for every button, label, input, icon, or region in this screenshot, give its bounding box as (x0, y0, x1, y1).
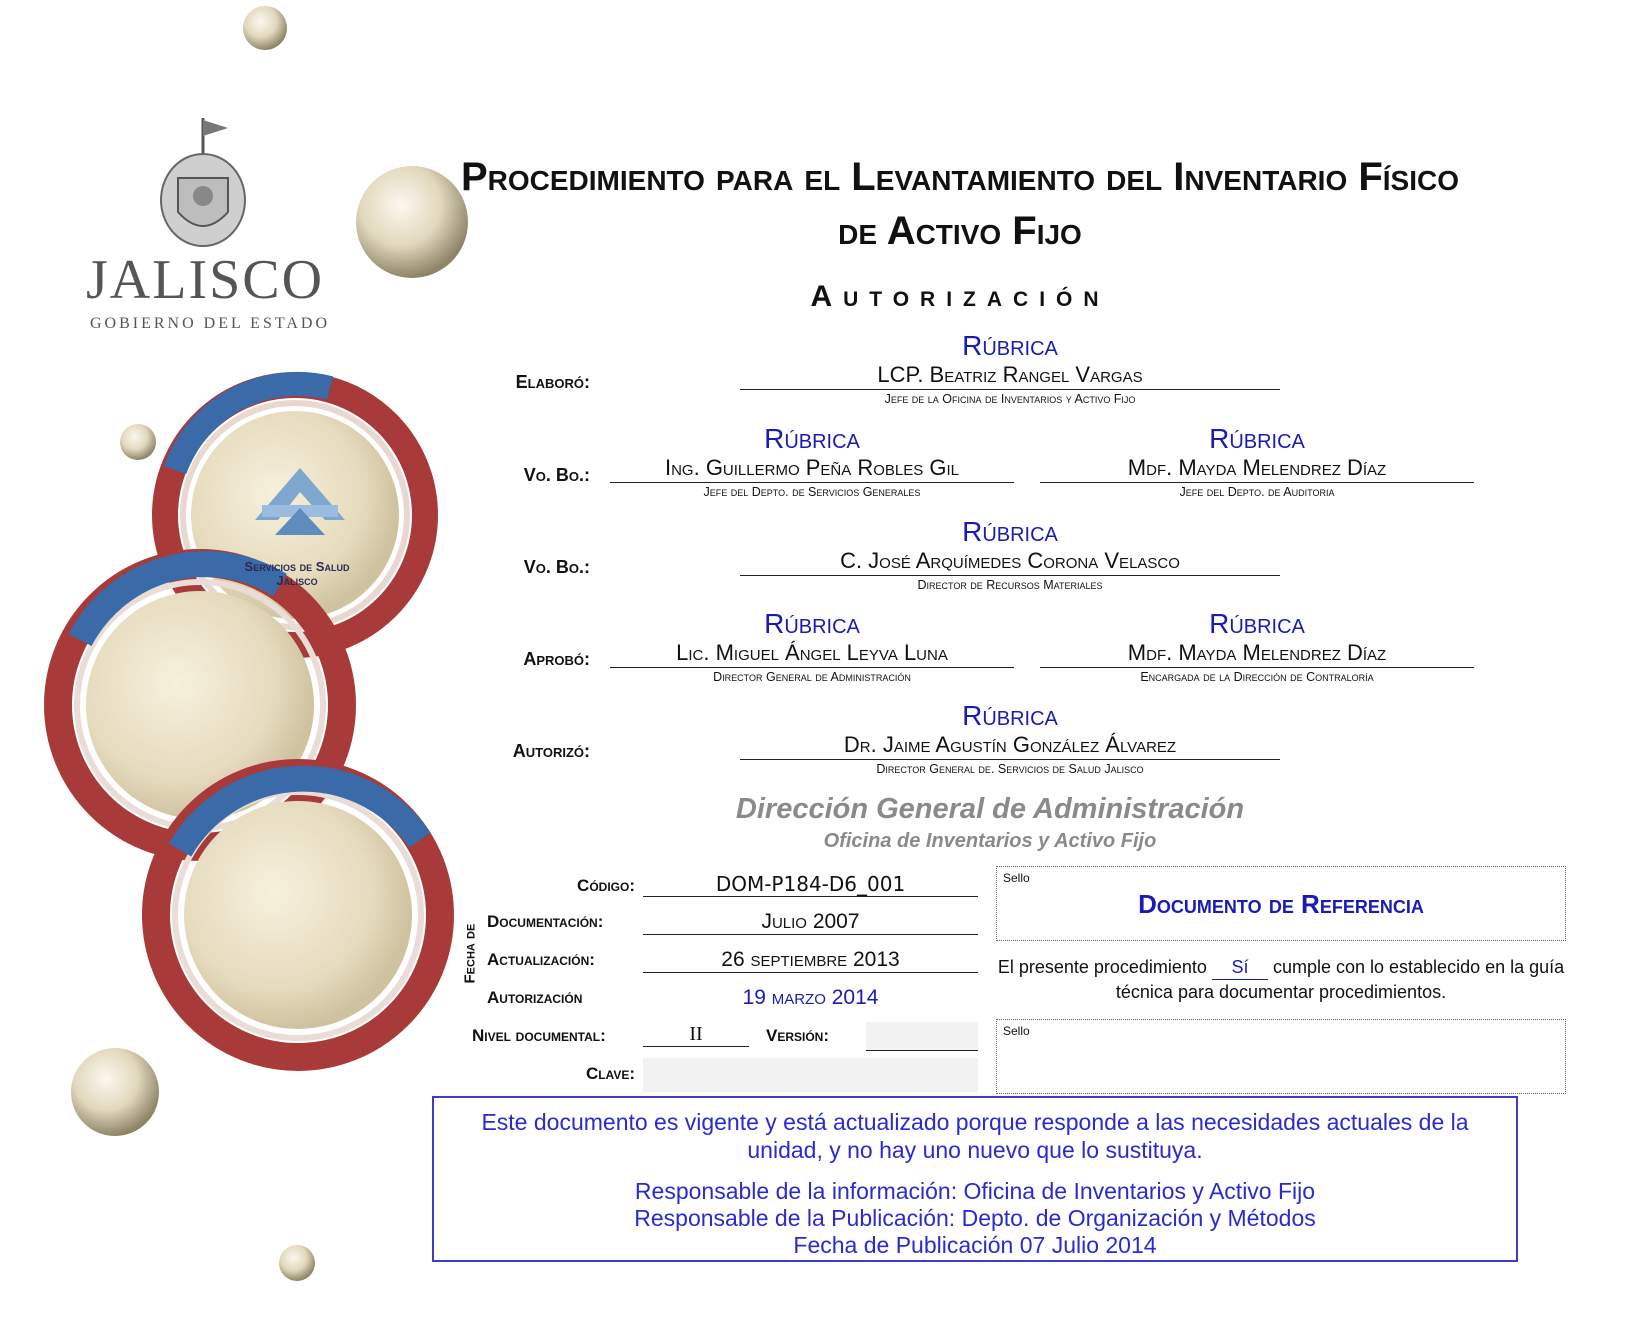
actualizacion-label: Actualización: (487, 950, 595, 969)
signer-role: Jefe de la Oficina de Inventarios y Activo Fijo (884, 392, 1136, 406)
codigo-value: DOM-P184-D6_001 (643, 872, 978, 897)
rubrica: Rúbrica (1209, 608, 1305, 639)
signer-role: Jefe del Depto. de Servicios Generales (703, 485, 921, 499)
pearl-circle (71, 1048, 159, 1136)
version-value (866, 1022, 978, 1051)
clave-value (643, 1058, 978, 1092)
rubrica: Rúbrica (764, 423, 860, 454)
signer-name: LCP. Beatriz Rangel Vargas (740, 362, 1280, 390)
elaboro-signature (740, 330, 1280, 406)
sello-label: Sello (1003, 871, 1030, 885)
compliance-prefix: El presente procedimiento (997, 957, 1207, 977)
signer-name: Lic. Miguel Ángel Leyva Luna (610, 640, 1014, 668)
ring-bottom (156, 773, 440, 1057)
vobo1-right-signature (1040, 423, 1474, 499)
compliance-value: Sí (1212, 955, 1268, 980)
rubrica: Rúbrica (962, 330, 1058, 361)
notice-validity: Este documento es vigente y está actualizado porque responde a las necesidades actuales de la unidad, y no hay uno nuevo que lo sustituya. (481, 1109, 1469, 1163)
sello-box-reference (996, 866, 1566, 941)
ssj-logo-line2: Jalisco (276, 573, 318, 588)
pearl-circle (243, 6, 287, 50)
documentacion-value: Julio 2007 (643, 910, 978, 935)
vobo2-signature (740, 516, 1280, 592)
pearl-circle (120, 424, 156, 460)
nivel-value: II (643, 1023, 749, 1047)
rubrica: Rúbrica (962, 516, 1058, 547)
compliance-suffix: cumple con lo establecido en la guía técnica para documentar procedimientos. (1115, 957, 1565, 1002)
autorizacion-label: Autorización (487, 988, 583, 1007)
nivel-label: Nivel documental: (472, 1026, 606, 1045)
publication-notice (432, 1096, 1518, 1262)
signer-name: Dr. Jaime Agustín González Álvarez (740, 732, 1280, 760)
notice-resp-pub: Responsable de la Publicación: Depto. de Organización y Métodos (634, 1205, 1316, 1231)
signer-name: C. José Arquímedes Corona Velasco (740, 548, 1280, 576)
notice-resp-info: Responsable de la información: Oficina de Inventarios y Activo Fijo (634, 1178, 1316, 1204)
section-title: Autorización (810, 280, 1110, 313)
codigo-label: Código: (577, 876, 635, 895)
title-line-2: de Activo Fijo (838, 209, 1082, 253)
notice-publication-date: Fecha de Publicación 07 Julio 2014 (793, 1232, 1157, 1258)
compliance-statement (996, 955, 1566, 1004)
jalisco-crest-icon (161, 118, 245, 246)
reference-heading: Documento de Referencia (1138, 889, 1424, 919)
vobo2-label: Vo. Bo.: (523, 557, 590, 577)
rubrica: Rúbrica (764, 608, 860, 639)
signer-name: Mdf. Mayda Melendrez Díaz (1040, 640, 1474, 668)
autorizo-signature (740, 700, 1280, 776)
pearl-circle (279, 1245, 315, 1281)
jalisco-logo-subtitle: GOBIERNO DEL ESTADO (90, 315, 330, 332)
vobo1-left-signature (610, 423, 1014, 499)
actualizacion-value: 26 septiembre 2013 (643, 948, 978, 973)
elaboro-label: Elaboró: (515, 372, 590, 392)
jalisco-logo-name: JALISCO (86, 249, 325, 311)
signer-role: Director de Recursos Materiales (917, 578, 1103, 592)
autorizo-label: Autorizó: (512, 741, 590, 761)
signer-name: Ing. Guillermo Peña Robles Gil (610, 455, 1014, 483)
sello-box-empty (996, 1019, 1566, 1094)
aprobo-right-signature (1040, 608, 1474, 684)
title-line-1: Procedimiento para el Levantamiento del Inventario Físico (460, 155, 1460, 199)
rubrica: Rúbrica (962, 700, 1058, 731)
clave-label: Clave: (585, 1064, 635, 1083)
ssj-logo (232, 560, 362, 588)
version-label: Versión: (766, 1026, 830, 1045)
unit-direction: Dirección General de Administración (735, 793, 1245, 825)
vobo1-label: Vo. Bo.: (523, 465, 590, 485)
documentacion-label: Documentación: (487, 912, 604, 931)
aprobo-left-signature (610, 608, 1014, 684)
sello-label: Sello (1003, 1024, 1030, 1038)
signer-role: Jefe del Depto. de Auditoria (1179, 485, 1335, 499)
rubrica: Rúbrica (1209, 423, 1305, 454)
signer-role: Director General de. Servicios de Salud Jalisco (876, 762, 1144, 776)
unit-office: Oficina de Inventarios y Activo Fijo (823, 830, 1157, 852)
ssj-logo-line1: Servicios de Salud (244, 559, 350, 574)
aprobo-label: Aprobó: (523, 649, 590, 669)
signer-role: Director General de Administración (713, 670, 911, 684)
document-title (330, 150, 1590, 258)
signer-name: Mdf. Mayda Melendrez Díaz (1040, 455, 1474, 483)
signer-role: Encargada de la Dirección de Contraloría (1140, 670, 1374, 684)
autorizacion-value: 19 marzo 2014 (742, 986, 879, 1009)
fecha-de-label: Fecha de (461, 923, 479, 984)
